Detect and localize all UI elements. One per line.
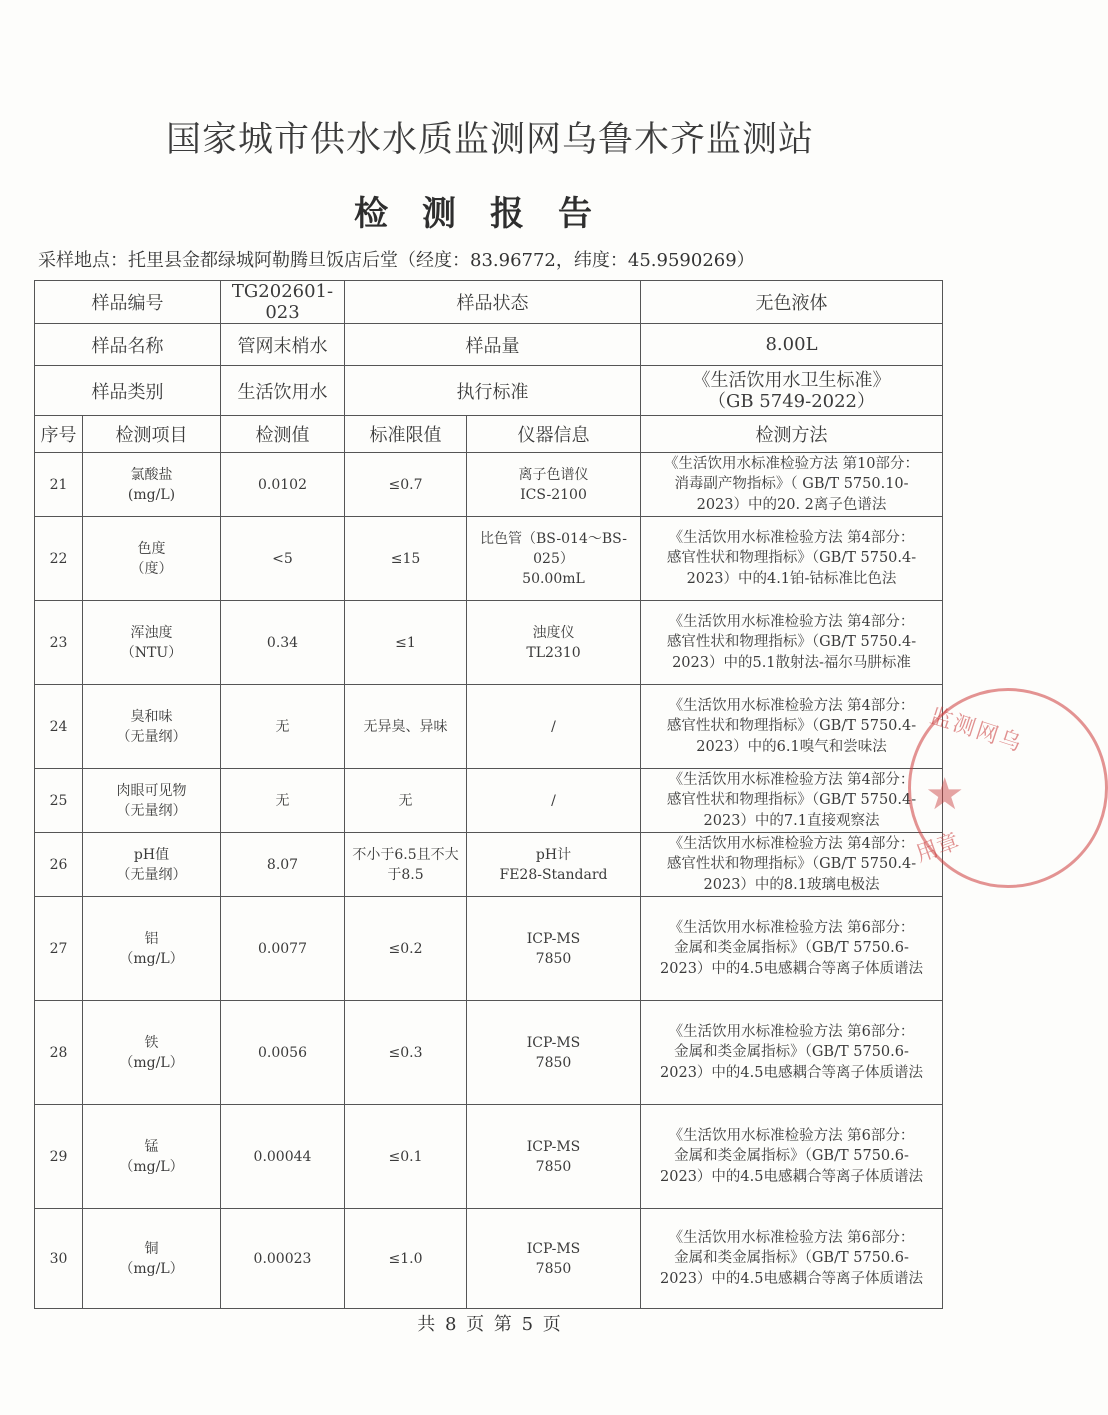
standard-limit: ≤0.1 (345, 1105, 467, 1209)
instrument-line: 离子色谱仪 (518, 466, 589, 483)
sample-category-value: 生活饮用水 (221, 366, 345, 416)
standard-line-1: 《生活饮用水卫生标准》 (692, 369, 891, 391)
method-line: 感官性状和物理指标》（GB/T 5750.4- (666, 792, 917, 809)
instrument-line: 50.00mL (522, 570, 585, 587)
instrument-line: 浊度仪 (532, 624, 575, 641)
test-item (83, 897, 221, 1001)
method-line: 《生活饮用水标准检验方法 第6部分： (668, 919, 915, 936)
col-header-limit: 标准限值 (345, 416, 467, 453)
method-line: 金属和类金属指标》（GB/T 5750.6- (674, 1148, 909, 1165)
instrument-info (467, 601, 641, 685)
sample-state-label: 样品状态 (345, 281, 641, 324)
col-header-instrument: 仪器信息 (467, 416, 641, 453)
test-item-unit: （无量纲） (116, 802, 187, 819)
table-row (35, 453, 943, 517)
row-number: 23 (35, 601, 83, 685)
sample-no-value: TG202601-023 (221, 281, 345, 324)
table-row (35, 685, 943, 769)
test-item-unit: （度） (130, 560, 173, 577)
instrument-line: TL2310 (526, 644, 581, 661)
method-line: 《生活饮用水标准检验方法 第4部分： (668, 529, 915, 546)
standard-value (641, 366, 943, 416)
standard-limit: 无异臭、异味 (345, 685, 467, 769)
instrument-info (467, 1209, 641, 1309)
test-method (641, 601, 943, 685)
instrument-line: ICP-MS (526, 1240, 581, 1257)
method-line: 2023）中的4.5电感耦合等离子体质谱法 (660, 1270, 923, 1287)
table-row (35, 1105, 943, 1209)
column-header-row (35, 416, 943, 453)
test-item (83, 601, 221, 685)
standard-limit: ≤0.7 (345, 453, 467, 517)
instrument-info (467, 517, 641, 601)
standard-limit: ≤15 (345, 517, 467, 601)
test-value: 0.34 (221, 601, 345, 685)
test-item-name: 锰 (144, 1138, 159, 1155)
test-item-name: 肉眼可见物 (116, 782, 187, 799)
data-rows (35, 453, 943, 1309)
method-line: 2023）中的4.5电感耦合等离子体质谱法 (660, 960, 923, 977)
method-line: 消毒副产物指标》（ GB/T 5750.10- (674, 476, 909, 493)
test-item (83, 1209, 221, 1309)
row-number: 28 (35, 1001, 83, 1105)
test-method (641, 833, 943, 897)
table-row (35, 601, 943, 685)
method-line: 《生活饮用水标准检验方法 第4部分： (668, 771, 915, 788)
instrument-line: 7850 (535, 950, 572, 967)
info-row-2 (35, 324, 943, 366)
instrument-line: ICP-MS (526, 930, 581, 947)
method-line: 《生活饮用水标准检验方法 第4部分： (668, 613, 915, 630)
instrument-line: ICS-2100 (520, 486, 587, 503)
info-row-3 (35, 366, 943, 416)
test-item-unit: （无量纲） (116, 728, 187, 745)
test-item (83, 685, 221, 769)
instrument-line: pH计 (535, 846, 572, 863)
instrument-line: / (551, 792, 556, 809)
test-value: 0.0102 (221, 453, 345, 517)
sampling-location: 采样地点：托里县金都绿城阿勒腾旦饭店后堂（经度：83.96772，纬度：45.9590269） (38, 250, 755, 271)
row-number: 22 (35, 517, 83, 601)
test-method (641, 517, 943, 601)
test-method (641, 1209, 943, 1309)
method-line: 2023）中的7.1直接观察法 (703, 812, 880, 829)
table-row (35, 1209, 943, 1309)
instrument-line: 7850 (535, 1054, 572, 1071)
test-item-unit: （NTU） (120, 644, 183, 661)
standard-limit: ≤0.2 (345, 897, 467, 1001)
method-line: 2023）中的4.5电感耦合等离子体质谱法 (660, 1168, 923, 1185)
test-method (641, 1105, 943, 1209)
sample-name-label: 样品名称 (35, 324, 221, 366)
col-header-item: 检测项目 (83, 416, 221, 453)
row-number: 27 (35, 897, 83, 1001)
method-line: 2023）中的4.1铂-钴标准比色法 (686, 570, 897, 587)
instrument-line: ICP-MS (526, 1138, 581, 1155)
test-item-unit: （无量纲） (116, 866, 187, 883)
test-item-unit: (mg/L) (127, 486, 176, 503)
test-value: 0.00023 (221, 1209, 345, 1309)
instrument-line: ICP-MS (526, 1034, 581, 1051)
test-item-unit: （mg/L） (119, 1158, 184, 1175)
test-method (641, 1001, 943, 1105)
instrument-line: 7850 (535, 1158, 572, 1175)
test-value: 0.00044 (221, 1105, 345, 1209)
instrument-info (467, 769, 641, 833)
instrument-info (467, 1001, 641, 1105)
sample-qty-value: 8.00L (641, 324, 943, 366)
method-line: 2023）中的20. 2离子色谱法 (696, 496, 887, 513)
standard-limit: ≤1.0 (345, 1209, 467, 1309)
row-number: 26 (35, 833, 83, 897)
test-value: 无 (221, 685, 345, 769)
method-line: 金属和类金属指标》（GB/T 5750.6- (674, 940, 909, 957)
method-line: 2023）中的8.1玻璃电极法 (703, 876, 880, 893)
method-line: 感官性状和物理指标》（GB/T 5750.4- (666, 634, 917, 651)
method-line: 感官性状和物理指标》（GB/T 5750.4- (666, 718, 917, 735)
test-method (641, 769, 943, 833)
row-number: 25 (35, 769, 83, 833)
instrument-line: 025） (533, 550, 574, 567)
test-value: <5 (221, 517, 345, 601)
test-item-name: 铝 (144, 930, 159, 947)
row-number: 24 (35, 685, 83, 769)
instrument-info (467, 897, 641, 1001)
method-line: 《生活饮用水标准检验方法 第6部分： (668, 1023, 915, 1040)
instrument-line: / (551, 718, 556, 735)
test-value: 0.0056 (221, 1001, 345, 1105)
standard-limit: ≤1 (345, 601, 467, 685)
test-item-name: 铁 (144, 1034, 159, 1051)
standard-limit: 无 (345, 769, 467, 833)
test-item (83, 453, 221, 517)
instrument-info (467, 833, 641, 897)
row-number: 30 (35, 1209, 83, 1309)
seal-star-icon: ★ (925, 769, 965, 820)
method-line: 感官性状和物理指标》（GB/T 5750.4- (666, 550, 917, 567)
instrument-line: 比色管（BS-014～BS- (480, 530, 627, 547)
page-footer: 共 8 页 第 5 页 (417, 1314, 563, 1335)
test-item-name: 臭和味 (130, 708, 173, 725)
table-row (35, 833, 943, 897)
test-value: 8.07 (221, 833, 345, 897)
test-item-name: 浑浊度 (130, 624, 173, 641)
report-title: 检测报告 (354, 194, 626, 234)
test-item-name: 色度 (137, 540, 166, 557)
instrument-info (467, 685, 641, 769)
instrument-info (467, 453, 641, 517)
standard-limit: 不小于6.5且不大于8.5 (345, 833, 467, 897)
table-row (35, 1001, 943, 1105)
method-line: 感官性状和物理指标》（GB/T 5750.4- (666, 856, 917, 873)
test-item-name: pH值 (133, 846, 170, 863)
sample-name-value: 管网末梢水 (221, 324, 345, 366)
report-table (34, 280, 943, 1309)
test-method (641, 897, 943, 1001)
method-line: 《生活饮用水标准检验方法 第6部分： (668, 1229, 915, 1246)
org-title: 国家城市供水水质监测网乌鲁木齐监测站 (165, 120, 814, 160)
instrument-line: FE28-Standard (499, 866, 608, 883)
sample-state-value: 无色液体 (641, 281, 943, 324)
method-line: 金属和类金属指标》（GB/T 5750.6- (674, 1250, 909, 1267)
method-line: 2023）中的5.1散射法-福尔马肼标准 (672, 654, 911, 671)
test-item-unit: （mg/L） (119, 950, 184, 967)
sample-category-label: 样品类别 (35, 366, 221, 416)
instrument-info (467, 1105, 641, 1209)
test-item (83, 833, 221, 897)
col-header-method: 检测方法 (641, 416, 943, 453)
test-item (83, 769, 221, 833)
info-row-1 (35, 281, 943, 324)
row-number: 29 (35, 1105, 83, 1209)
table-row (35, 769, 943, 833)
method-line: 《生活饮用水标准检验方法 第4部分： (668, 835, 915, 852)
method-line: 2023）中的6.1嗅气和尝味法 (696, 738, 887, 755)
seal-text-top: 监测网乌 (926, 703, 1026, 758)
col-header-value: 检测值 (221, 416, 345, 453)
sample-qty-label: 样品量 (345, 324, 641, 366)
test-item (83, 1001, 221, 1105)
test-item (83, 517, 221, 601)
test-item-name: 铜 (144, 1240, 159, 1257)
test-item-unit: （mg/L） (119, 1054, 184, 1071)
table-row (35, 897, 943, 1001)
test-item-unit: （mg/L） (119, 1260, 184, 1277)
test-item-name: 氯酸盐 (130, 466, 173, 483)
test-value: 0.0077 (221, 897, 345, 1001)
row-number: 21 (35, 453, 83, 517)
table-row (35, 517, 943, 601)
sample-no-label: 样品编号 (35, 281, 221, 324)
test-method (641, 453, 943, 517)
seal-text-bottom: 用章 (912, 829, 963, 868)
standard-limit: ≤0.3 (345, 1001, 467, 1105)
method-line: 《生活饮用水标准检验方法 第6部分： (668, 1127, 915, 1144)
test-value: 无 (221, 769, 345, 833)
method-line: 《生活饮用水标准检验方法 第4部分： (668, 697, 915, 714)
instrument-line: 7850 (535, 1260, 572, 1277)
test-method (641, 685, 943, 769)
method-line: 《生活饮用水标准检验方法 第10部分： (663, 455, 920, 472)
method-line: 金属和类金属指标》（GB/T 5750.6- (674, 1044, 909, 1061)
col-header-no: 序号 (35, 416, 83, 453)
standard-line-2: （GB 5749-2022） (707, 390, 876, 412)
method-line: 2023）中的4.5电感耦合等离子体质谱法 (660, 1064, 923, 1081)
test-item (83, 1105, 221, 1209)
standard-label: 执行标准 (345, 366, 641, 416)
